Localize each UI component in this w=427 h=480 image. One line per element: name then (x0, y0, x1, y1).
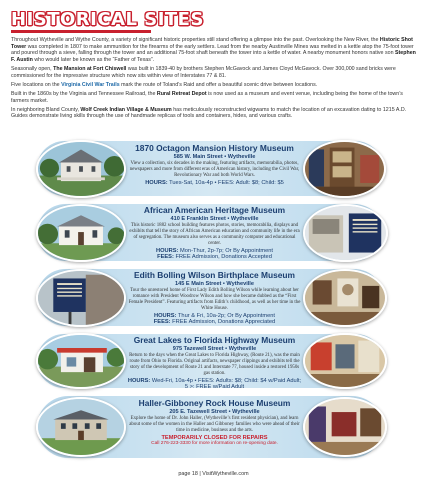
highway-museum-photo (36, 333, 126, 389)
intro-paragraph-shot-tower: Throughout Wytheville and Wythe County, a variety of significant historic properties still stand offering a glimpse into the past. Overlooking the New River, the Historic Shot Tower was completed in 1807 to make ammunition for the firearms of the early settlers. Lead from the nearby Austinville Mines was melted in a kettle atop the 75-foot tower and poured through a sieve, falling through the tower and an additional 75-foot shaft beneath the tower into a kettle of water. A nearby monument honors native son Stephen F. Austin who would later be known as the “Father of Texas”. (11, 37, 416, 63)
edith-bolling-marker-photo (36, 269, 126, 327)
museum-band-african-american (0, 200, 427, 265)
museum-description: Tour the unrestored home of First Lady Edith Bolling Wilson while learning about her romance with President Woodrow Wilson and how she became dubbed as the “First Female President”. Featuring artifacts from Edith’s childhood, as well as her time in the White House. (128, 288, 301, 311)
museum-entry-octagon (127, 143, 302, 186)
intro-paragraph-mansion: Seasonally open, The Mansion at Fort Chiswell was built in 1839-40 by brothers Stephen McGavock and James Cloyd McGavock. Over 300,000 sand bricks were commissioned for the impressive structure which now sits within view of Interstates 77 & 81. (11, 65, 396, 79)
museum-name: 1870 Octagon Mansion History Museum (135, 143, 294, 153)
museum-address: 410 E Franklin Street • Wytheville (170, 215, 259, 222)
museum-address: 205 E. Tazewell Street • Wytheville (169, 408, 260, 415)
museum-entry-haller-gibboney (127, 398, 302, 446)
museum-name: Great Lakes to Florida Highway Museum (133, 335, 296, 345)
museum-name: Haller-Gibboney Rock House Museum (138, 398, 291, 408)
title-underline (11, 30, 151, 33)
museum-address: 585 W. Main Street • Wytheville (173, 153, 256, 160)
museum-description: Return to the days when the Great Lakes to Florida Highway, (Route 21), was the main route from Ohio to Florida. Original artifacts, newspaper clippings and exhibits tell the story of the development of Route 21 and Interstate 77, housed inside a restored 1950s gas station. (129, 353, 300, 376)
closed-for-repairs-notice: TEMPORARILY CLOSED FOR REPAIRS (161, 434, 268, 441)
intro-text (11, 37, 416, 123)
museum-name: African American Heritage Museum (143, 205, 286, 215)
museum-hours: HOURS: Thur & Fri, 10a-2p; Or By Appointment FEES: FREE Admission, Donations Appreciated (153, 312, 276, 326)
rock-house-photo (36, 397, 126, 457)
museum-description: Explore the home of Dr. John Haller, (Wytheville’s first resident physician), and learn about some of the women in the Haller and Gibboney families who were ahead of their time in medicine, business and the arts. (129, 416, 300, 433)
museum-band-great-lakes (0, 330, 427, 392)
museum-band-octagon (0, 137, 427, 200)
museum-description: This historic 1882 school building features photos, stories, memorabilia, displays and exhibits that tell the story of African American education and community life in the era of segregation. The museum also serves as a community computer and educational center. (129, 223, 300, 246)
museum-hours: HOURS: Wed-Fri, 10a-4p • FEES: Adults: $8; Child: $4 w/Paid Adult; 5 >: FREE w/Paid Adult (127, 377, 302, 391)
heritage-marker-photo (303, 204, 388, 262)
page-title: HISTORICAL SITES (11, 9, 204, 30)
museum-hours: HOURS: Mon-Thur, 2p-7p; Or By Appointment FEES: FREE Admission, Donations Accepted (156, 247, 273, 261)
highway-exhibit-photo (303, 333, 387, 389)
heritage-museum-photo (36, 204, 126, 262)
octagon-interior-photo (303, 140, 386, 198)
museum-band-haller-gibboney (0, 392, 427, 462)
museum-address: 975 Tazewell Street • Wytheville (172, 345, 257, 352)
intro-paragraph-civil-war-trails: Five locations on the Virginia Civil War Trails mark the route of Toland’s Raid and offer a beautiful scenic drive between locations. (11, 81, 318, 88)
museum-entry-edith-bolling (127, 270, 302, 326)
edith-bolling-interior-photo (303, 269, 387, 327)
museum-description: View a collection, six decades in the making, featuring artifacts, memorabilia, photos, newspapers and more from different eras of American history, including the Civil War, Revolutionary War and both World Wars. (129, 161, 300, 178)
intro-paragraph-depot: Built in the 1860s by the Virginia and Tennessee Railroad, the Rural Retreat Depot is now used as a museum and event venue, including being the home of the town’s farmers market. (11, 90, 403, 104)
page-footer: page 18 | VisitWytheville.com (178, 471, 249, 477)
intro-paragraph-wolf-creek: In neighboring Bland County, Wolf Creek Indian Village & Museum has meticulously reconstructed wigwams to match the location of an excavation dating to 1215 A.D. Guides demonstrate living skills through the use of handmade replicas of tools and containers, hides, and various crafts. (11, 106, 407, 120)
rock-house-interior-photo (303, 397, 387, 457)
octagon-mansion-photo (36, 140, 126, 198)
museum-entry-african-american (127, 205, 302, 261)
museum-band-edith-bolling (0, 265, 427, 330)
museum-hours: HOURS: Tues-Sat, 10a-4p • FEES: Adult: $8; Child: $5 (145, 179, 284, 186)
museum-address: 145 E Main Street • Wytheville (175, 280, 254, 287)
civil-war-trails-link[interactable]: Virginia Civil War Trails (61, 81, 120, 88)
museum-name: Edith Bolling Wilson Birthplace Museum (134, 270, 295, 280)
museum-entry-great-lakes (127, 335, 302, 391)
reopening-call-info: Call 276-223-3330 for more information on re-opening date. (151, 441, 278, 447)
